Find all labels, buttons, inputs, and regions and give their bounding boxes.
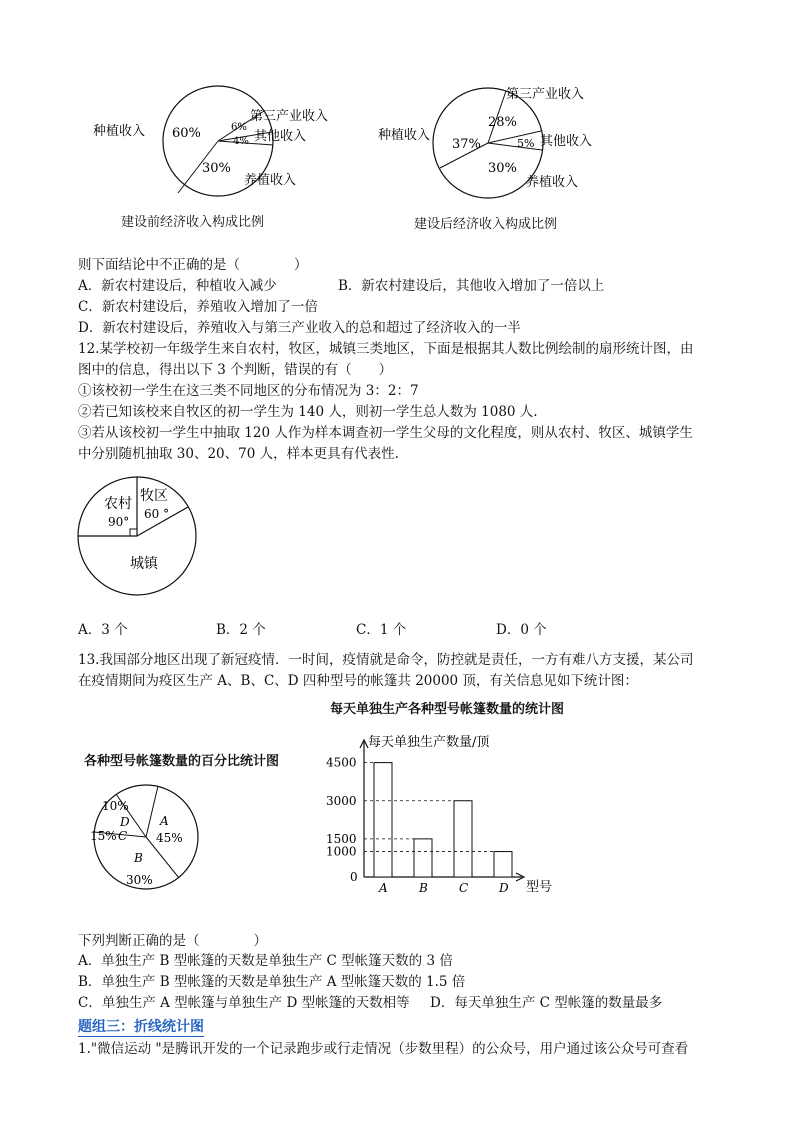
- q13-percentage-pie: [80, 780, 220, 900]
- pie-label-pastoral: 牧区: [140, 488, 168, 504]
- q12-pie-chart: [76, 474, 206, 604]
- pie-label-pastoral-deg: 60 °: [144, 507, 170, 521]
- tent-pie-a-label: A: [160, 814, 169, 828]
- x-axis-label: 型号: [526, 880, 553, 895]
- tent-pie-c-label: C: [118, 829, 128, 843]
- q12-line2: 图中的信息，得出以下 3 个判断，错误的有（ ）: [78, 362, 393, 378]
- pie-before-construction: [80, 82, 350, 232]
- label-breeding-after: 养植收入: [526, 175, 579, 190]
- q12-option-b: B．2 个: [216, 622, 266, 638]
- label-breeding-before: 养植收入: [244, 173, 297, 188]
- q13-stem: 下列判断正确的是（ ）: [78, 933, 267, 949]
- caption-before: 建设前经济收入构成比例: [121, 215, 265, 230]
- q12-statement-2: ②若已知该校来自牧区的初一学生为 140 人，则初一学生总人数为 1080 人.: [78, 404, 538, 420]
- pct-planting-after: 37%: [452, 137, 481, 152]
- q13-pie-title: 各种型号帐篷数量的百分比统计图: [84, 754, 280, 769]
- x-tick-label: A: [379, 881, 388, 895]
- tent-pie-c-pct: 15%: [90, 829, 117, 843]
- bar-B: [414, 839, 432, 877]
- y-tick-label: 1000: [326, 844, 357, 859]
- label-tertiary-after: 第三产业收入: [506, 87, 585, 102]
- caption-after: 建设后经济收入构成比例: [414, 217, 558, 232]
- pct-breeding-after: 30%: [488, 161, 517, 176]
- section-q1-line1: 1."微信运动 "是腾讯开发的一个记录跑步或行走情况（步数里程）的公众号，用户通过该公众号可查看: [78, 1041, 689, 1057]
- q13-option-a: A．单独生产 B 型帐篷的天数是单独生产 C 型帐篷天数的 3 倍: [78, 953, 453, 969]
- q12-line1: 12.某学校初一年级学生来自农村，牧区，城镇三类地区，下面是根据其人数比例绘制的扇形统计图，由: [78, 341, 694, 357]
- pct-tertiary-after: 28%: [488, 115, 517, 130]
- x-tick-label: B: [419, 881, 428, 895]
- x-tick-label: D: [499, 881, 509, 895]
- q13-option-c: C．单独生产 A 型帐篷与单独生产 D 型帐篷的天数相等: [78, 995, 410, 1011]
- label-other-before: 其他收入: [254, 129, 307, 144]
- q12-option-a: A．3 个: [78, 622, 128, 638]
- tent-pie-d-label: D: [120, 815, 130, 829]
- pie-label-urban: 城镇: [130, 556, 158, 572]
- y-tick-label: 4500: [326, 755, 357, 770]
- label-tertiary-before: 第三产业收入: [250, 109, 329, 124]
- tent-pie-d-pct: 10%: [102, 799, 129, 813]
- tent-pie-b-label: B: [134, 851, 143, 865]
- y-tick-label: 1500: [326, 831, 357, 846]
- q12-option-c: C．1 个: [356, 622, 407, 638]
- pct-breeding-before: 30%: [202, 161, 231, 176]
- label-other-after: 其他收入: [540, 134, 593, 149]
- tent-pie-b-pct: 30%: [126, 873, 153, 887]
- tent-pie-a-pct: 45%: [156, 831, 183, 845]
- pie-label-rural-deg: 90°: [108, 515, 130, 529]
- pct-other-after: 5%: [517, 137, 535, 150]
- q13-line1: 13.我国部分地区出现了新冠疫情．一时间，疫情就是命令，防控就是责任，一方有难八方支援，某公司: [78, 652, 694, 668]
- q12-option-d: D．0 个: [496, 622, 547, 638]
- q11-option-b: B．新农村建设后，其他收入增加了一倍以上: [338, 278, 605, 294]
- pie-after-construction: [370, 82, 610, 232]
- y-tick-label: 3000: [326, 793, 357, 808]
- section-heading: 题组三：折线统计图: [78, 1016, 204, 1037]
- pct-planting-before: 60%: [172, 126, 201, 141]
- bar-A: [374, 763, 392, 877]
- q12-statement-3b: 中分别随机抽取 30、20、70 人，样本更具有代表性.: [78, 446, 399, 462]
- x-tick-label: C: [459, 881, 469, 895]
- q13-option-d: D．每天单独生产 C 型帐篷的数量最多: [430, 995, 663, 1011]
- bar-D: [494, 852, 512, 877]
- y-tick-label: 0: [350, 870, 358, 884]
- q11-stem: 则下面结论中不正确的是（ ）: [78, 257, 308, 273]
- q13-option-b: B．单独生产 B 型帐篷的天数是单独生产 A 型帐篷天数的 1.5 倍: [78, 974, 466, 990]
- label-planting-after: 种植收入: [378, 128, 431, 143]
- bar-C: [454, 801, 472, 877]
- q13-line2: 在疫情期间为疫区生产 A、B、C、D 四种型号的帐篷共 20000 顶，有关信息见如下统计图：: [78, 673, 638, 689]
- pct-tertiary-before: 6%: [231, 122, 247, 133]
- q12-statement-3a: ③若从该校初一学生中抽取 120 人作为样本调查初一学生父母的文化程度，则从农村、牧区、城镇学生: [78, 425, 693, 441]
- q11-option-c: C．新农村建设后，养殖收入增加了一倍: [78, 299, 318, 315]
- q11-option-d: D．新农村建设后，养殖收入与第三产业收入的总和超过了经济收入的一半: [78, 320, 521, 336]
- q12-statement-1: ①该校初一学生在这三类不同地区的分布情况为 3：2：7: [78, 383, 419, 399]
- pct-other-before: 4%: [233, 136, 249, 147]
- y-axis-label: 每天单独生产数量/顶: [368, 735, 490, 750]
- q11-option-a: A．新农村建设后，种植收入减少: [78, 278, 277, 294]
- bar-chart-title: 每天单独生产各种型号帐篷数量的统计图: [330, 702, 565, 717]
- pie-label-rural: 农村: [104, 496, 132, 512]
- label-planting-before: 种植收入: [93, 124, 146, 139]
- tent-production-bar-chart: [310, 722, 580, 902]
